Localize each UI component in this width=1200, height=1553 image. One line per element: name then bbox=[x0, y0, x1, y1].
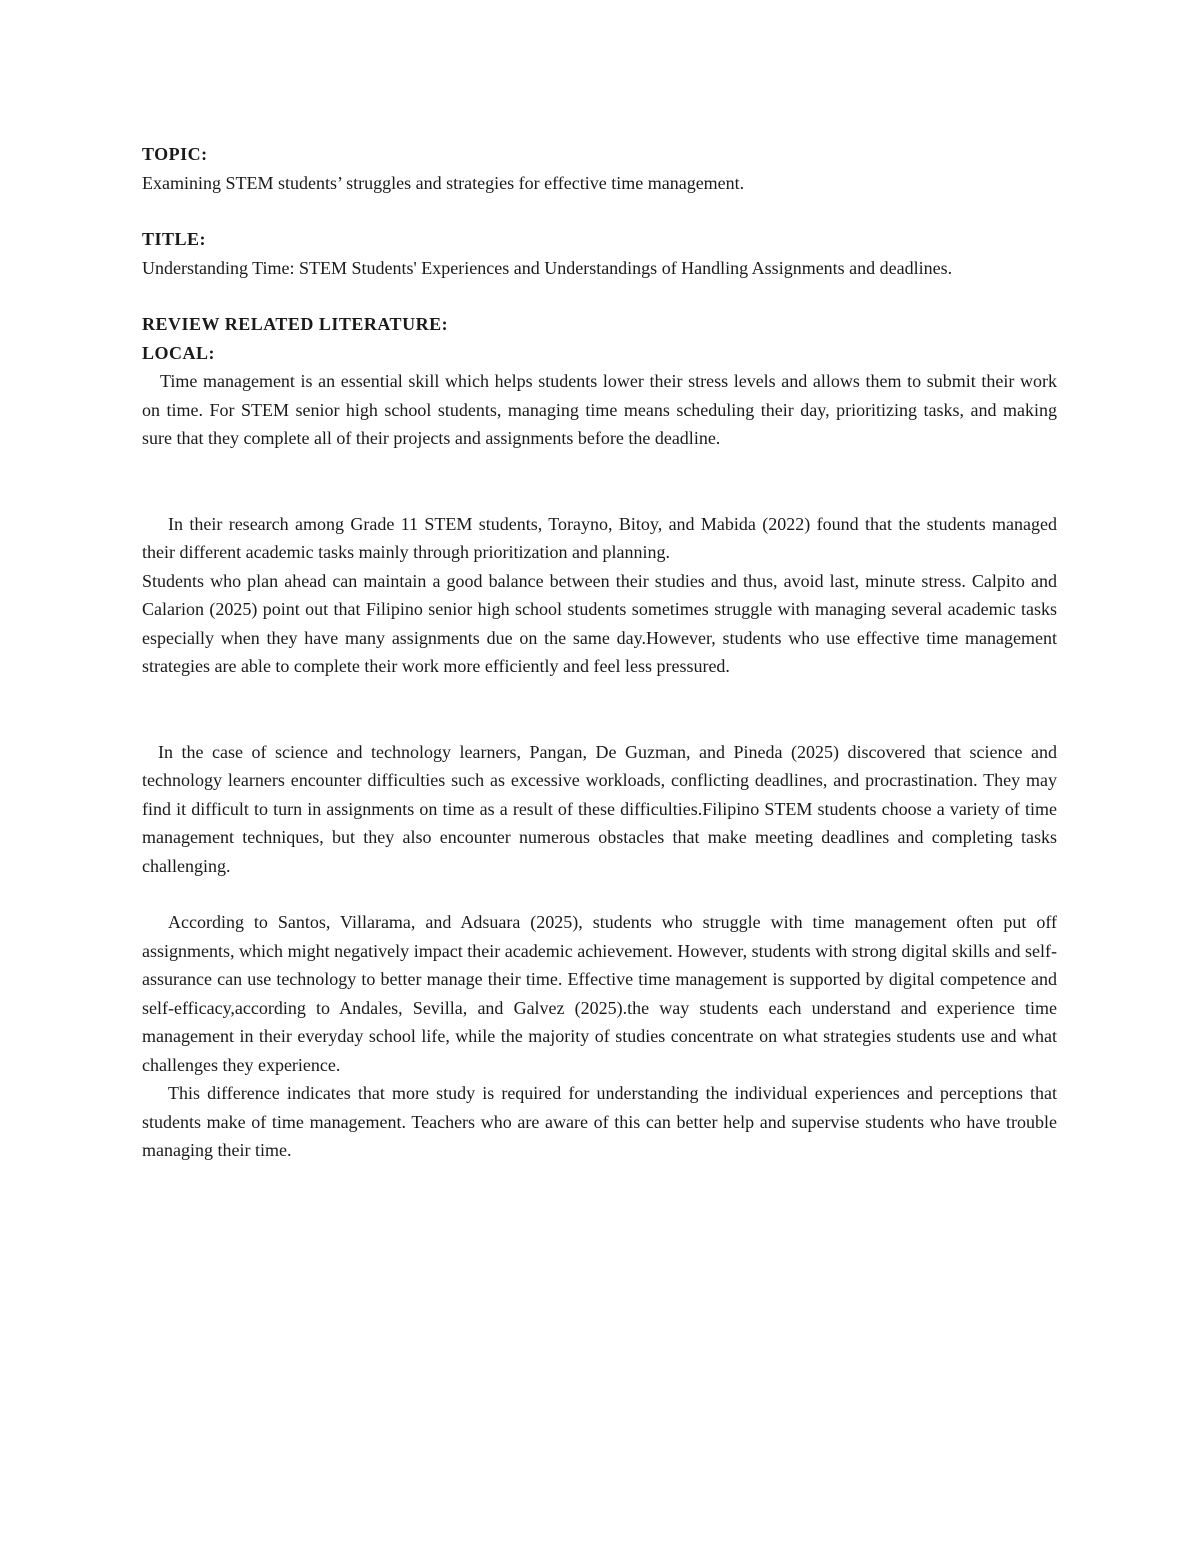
document-page bbox=[142, 140, 1057, 1165]
review-label: REVIEW RELATED LITERATURE: bbox=[142, 314, 449, 334]
topic-label: TOPIC: bbox=[142, 144, 208, 164]
spacer bbox=[142, 282, 1057, 310]
paragraph-4: In the case of science and technology learners, Pangan, De Guzman, and Pineda (2025) discovered that science and technology learners encounter difficulties such as excessive workloads, conflicting deadlines, and procrastination. They may find it difficult to turn in assignments on time as a result of these difficulties.Filipino STEM students choose a variety of time management techniques, but they also encounter numerous obstacles that make meeting deadlines and completing tasks challenging. bbox=[142, 741, 1057, 876]
paragraph-3: Students who plan ahead can maintain a good balance between their studies and thus, avoid last, minute stress. Calpito and Calarion (2025) point out that Filipino senior high school students sometimes struggle with managing several academic tasks especially when they have many assignments due on the same day.However, students who use effective time management strategies are able to complete their work more efficiently and feel less pressured. bbox=[142, 570, 1057, 676]
paragraph-2: In their research among Grade 11 STEM students, Torayno, Bitoy, and Mabida (2022) found that the students managed their different academic tasks mainly through prioritization and planning. bbox=[142, 513, 1057, 562]
title-text: Understanding Time: STEM Students' Experiences and Understandings of Handling Assignments and deadlines. bbox=[142, 257, 953, 278]
local-label: LOCAL: bbox=[142, 342, 216, 363]
spacer bbox=[142, 197, 1057, 225]
paragraph-5: According to Santos, Villarama, and Adsuara (2025), students who struggle with time management often put off assignments, which might negatively impact their academic achievement. However, students with strong digital skills and self-assurance can use technology to better manage their time. Effective time management is supported by digital competence and self-efficacy,according to Andales, Sevilla, and Galvez (2025).the way students each understand and experience time management in their everyday school life, while the majority of studies concentrate on what strategies students use and what challenges they experience. bbox=[142, 912, 1057, 1075]
topic-text: Examining STEM students’ struggles and strategies for effective time management. bbox=[142, 172, 745, 193]
paragraph-1: Time management is an essential skill which helps students lower their stress levels and allows them to submit their work on time. For STEM senior high school students, managing time means scheduling their day, prioritizing tasks, and making sure that they complete all of their projects and assignments before the deadline. bbox=[142, 371, 1057, 448]
spacer bbox=[142, 681, 1057, 738]
spacer bbox=[142, 453, 1057, 510]
title-label: TITLE: bbox=[142, 229, 207, 249]
paragraph-6: This difference indicates that more study is required for understanding the individual experiences and perceptions that students make of time management. Teachers who are aware of this can better help and supervise students who have trouble managing their time. bbox=[142, 1083, 1057, 1160]
spacer bbox=[142, 880, 1057, 908]
